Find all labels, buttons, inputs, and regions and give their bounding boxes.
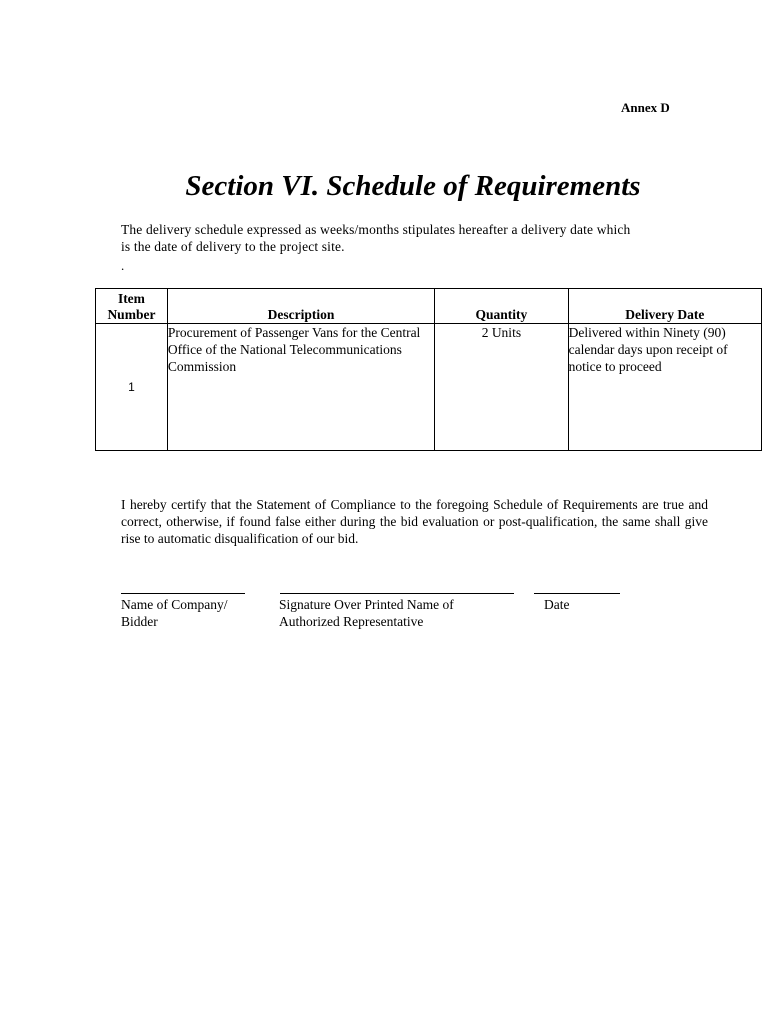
company-label (121, 596, 227, 630)
header-item-number (96, 289, 168, 324)
intro-paragraph (121, 221, 701, 255)
item-number-value: 1 (128, 379, 135, 394)
header-item-line1: Item (117, 291, 145, 306)
cell-quantity: 2 Units (435, 324, 569, 451)
table-row (96, 324, 762, 451)
intro-line-1: The delivery schedule expressed as weeks/months stipulates hereafter a delivery date which (121, 222, 631, 237)
header-quantity: Quantity (435, 289, 569, 324)
signature-label-line2: Authorized Representative (279, 614, 424, 629)
cell-delivery-date: Delivered within Ninety (90) calendar days upon receipt of notice to proceed (568, 324, 761, 451)
date-signature-line (534, 593, 620, 594)
representative-signature-line (280, 593, 514, 594)
date-label: Date (544, 597, 570, 612)
cell-description: Procurement of Passenger Vans for the Central Office of the National Telecommunications Commission (167, 324, 434, 451)
certification-paragraph: I hereby certify that the Statement of Compliance to the foregoing Schedule of Requirements are true and correct, otherwise, if found false either during the bid evaluation or post-qualification, the same shall give rise to automatic disqualification of our bid. (121, 497, 708, 546)
annex-label: Annex D (621, 100, 670, 115)
company-signature-line (121, 593, 245, 594)
header-item-line2: Number (107, 307, 156, 322)
company-label-line1: Name of Company/ (121, 597, 228, 612)
requirements-table (95, 288, 762, 451)
intro-dot: . (121, 258, 125, 273)
page-title: Section VI. Schedule of Requirements (185, 170, 641, 202)
signature-label-line1: Signature Over Printed Name of (279, 597, 454, 612)
header-delivery-date: Delivery Date (568, 289, 761, 324)
company-label-line2: Bidder (121, 614, 158, 629)
cell-item-number (96, 324, 168, 451)
signature-label (279, 596, 454, 630)
table-header-row (96, 289, 762, 324)
header-description: Description (167, 289, 434, 324)
intro-line-2: is the date of delivery to the project site. (121, 239, 345, 254)
